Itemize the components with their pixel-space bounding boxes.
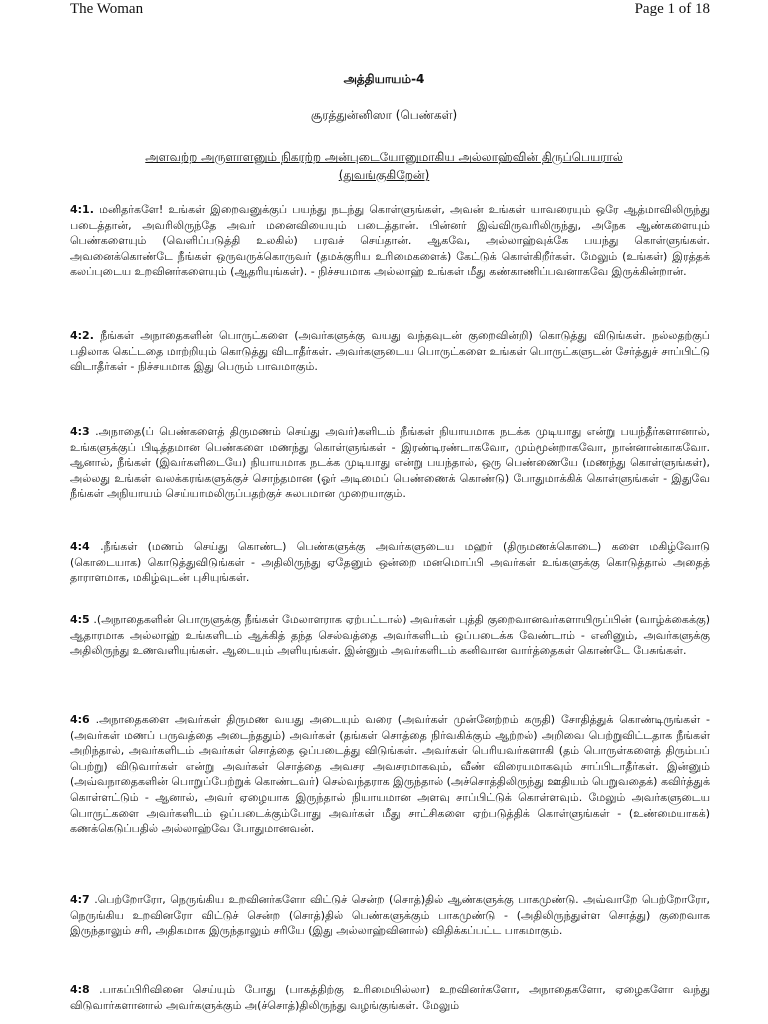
verse-4-1 [70, 202, 710, 280]
page-number: Page 1 of 18 [634, 1, 710, 17]
verse-text: .அநாதை(ப் பெண்களைத் திருமணம் செய்து அவர்)களிடம் நீங்கள் நியாயமாக நடக்க முடியாது என்று பயந்தீர்களானால், உங்களுக்குப் பிடித்தமான பெண்களை மணந்து கொள்ளுங்கள் - இரண்டிரண்டாகவோ, மும்மூன்றாகவோ, நான்னான்காகவோ. ஆனால், நீங்கள் (இவர்களிடையே) நியாயமாக நடக்க முடியாது என்று பயந்தால், ஒரு பெண்ணையே (மணந்து கொள்ளுங்கள்), அல்லது உங்கள் வலக்கரங்களுக்குச் சொந்தமான (ஓர் அடிமைப் பெண்ணைக் கொண்டு) போதுமாக்கிக் கொள்ளுங்கள் - இதுவே நீங்கள் அநியாயம் செய்யாமலிருப்பதற்குச் சுலபமான முறையாகும். [70, 425, 710, 501]
basmala [0, 148, 768, 184]
verse-number: 4:6 [70, 713, 90, 726]
chapter-heading: அத்தியாயம்-4 [343, 72, 425, 86]
verse-4-5 [70, 612, 710, 659]
verse-text: .நீங்கள் (மணம் செய்து கொண்ட) பெண்களுக்கு அவர்களுடைய மஹர் (திருமணக்கொடை) களை மகிழ்வோடு (கொடையாக) கொடுத்துவிடுங்கள் - அதிலிருந்து ஏதேனும் ஒன்றை மனமொப்பி அவர்கள் உங்களுக்கு கொடுத்தால் அதைத் தாராளமாக, மகிழ்வுடன் புசியுங்கள். [70, 540, 711, 585]
verse-4-6 [70, 712, 710, 837]
page-header [0, 0, 768, 22]
verse-4-2 [70, 328, 710, 375]
verse-text: மனிதர்களே! உங்கள் இறைவனுக்குப் பயந்து நடந்து கொள்ளுங்கள், அவன் உங்கள் யாவரையும் ஒரே ஆத்மாவிலிருந்து படைத்தான், அவரிலிருந்தே அவர் மனைவியையும் படைத்தான். பின்னர் இவ்விருவரிலிருந்து, அநேக ஆண்களையும் பெண்களையும் (வெளிப்படுத்தி உலகில்) பரவச் செய்தான். ஆகவே, அல்லாஹ்வுக்கே பயந்து கொள்ளுங்கள். அவனைக்கொண்டே நீங்கள் ஒருவருக்கொருவர் (தமக்குரிய உரிமைகளைக்) கேட்டுக் கொள்கிறீர்கள். மேலும் (உங்கள்) இரத்தக் கலப்புடைய உறவினர்களையும் (ஆதரியுங்கள்). - நிச்சயமாக அல்லாஹ் உங்கள் மீது கண்காணிப்பவனாகவே இருக்கின்றான். [70, 203, 710, 279]
verse-text: .பாகப்பிரிவினை செய்யும் போது (பாகத்திற்கு உரிமையில்லா) உறவினர்களோ, அநாதைகளோ, ஏழைகளோ வந்து விடுவார்களானால் அவர்களுக்கும் அ(ச்சொத்)திலிருந்து வழங்குங்கள். மேலும் [70, 983, 710, 1012]
verse-4-3 [70, 424, 710, 502]
surah-title: சூரத்துன்னிஸா (பெண்கள்) [310, 108, 458, 122]
verse-4-4 [70, 539, 710, 586]
verse-number: 4:3 [70, 425, 90, 438]
verse-number: 4:8 [70, 983, 90, 996]
verse-text: நீங்கள் அநாதைகளின் பொருட்களை (அவர்களுக்கு வயது வந்தவுடன் குறைவின்றி) கொடுத்து விடுங்கள். நல்லதற்குப் பதிலாக கெட்டதை மாற்றியும் கொடுத்து விடாதீர்கள். அவர்களுடைய பொருட்களை உங்கள் பொருட்களுடன் சேர்த்துச் சாப்பிட்டு விடாதீர்கள் - நிச்சயமாக இது பெரும் பாவமாகும். [70, 329, 710, 374]
verse-number: 4:2. [70, 329, 94, 342]
verse-number: 4:5 [70, 613, 90, 626]
verse-text: .அநாதைகளை அவர்கள் திருமண வயது அடையும் வரை (அவர்கள் முன்னேற்றம் கருதி) சோதித்துக் கொண்டிருங்கள் - (அவர்கள் மணப் பருவத்தை அடைந்ததும்) அவர்கள் (தங்கள் சொத்தை நிர்வகிக்கும் ஆற்றல்) அறிவை பெற்றுவிட்டதாக நீங்கள் அறிந்தால், அவர்களிடம் அவர்கள் சொத்தை ஒப்படைத்து விடுங்கள். அவர்கள் பெரியவர்களாகி (தம் பொருள்களைத் திரும்பப் பெற்று) விடுவார்கள் என்று அவர்கள் சொத்தை அவசர அவசரமாகவும், வீண் விரையமாகவும் சாப்பிடாதீர்கள். இன்னும் (அவ்வநாதைகளின் பொறுப்பேற்றுக் கொண்டவர்) செல்வந்தராக இருந்தால் (அச்சொத்திலிருந்து ஊதியம் பெறுவதைக்) கவிர்த்துக் கொள்ளட்டும் - ஆனால், அவர் ஏழையாக இருந்தால் நியாயமான அளவு சாப்பிட்டுக் கொள்ளவும். மேலும் அவர்களுடைய பொருட்களை அவர்களிடம் ஒப்படைக்கும்போது அவர்கள் மீது சாட்சிகளை ஏற்படுத்திக் கொள்ளுங்கள் - (உண்மையாகக்) கணக்கெடுப்பதில் அல்லாஹ்வே போதுமானவன். [70, 713, 711, 836]
verse-number: 4:4 [70, 540, 90, 553]
verse-number: 4:7 [70, 893, 90, 906]
verse-text: .பெற்றோரோ, நெருங்கிய உறவினர்களோ விட்டுச் சென்ற (சொத்)தில் ஆண்களுக்கு பாகமுண்டு. அவ்வாறே பெற்றோரோ, நெருங்கிய உறவினரோ விட்டுச் சென்ற (சொத்)தில் பெண்களுக்கும் பாகமுண்டு - (அதிலிருந்துள்ள சொத்து) குறைவாக இருந்தாலும் சரி, அதிகமாக இருந்தாலும் சரியே (இது அல்லாஹ்வினால்) விதிக்கப்பட்ட பாகமாகும். [70, 893, 710, 938]
verse-text: .(அநாதைகளின் பொருளுக்கு நீங்கள் மேலாளராக ஏற்பட்டால்) அவர்கள் புத்தி குறைவானவர்களாயிருப்பின் (வாழ்க்கைக்கு) ஆதாரமாக அல்லாஹ் உங்களிடம் ஆக்கித் தந்த செல்வத்தை அவர்களிடம் ஒப்படைக்க வேண்டாம் - எனினும், அவர்களுக்கு அதிலிருந்து உணவளியுங்கள். ஆடையும் அளியுங்கள். இன்னும் அவர்களிடம் கனிவான வார்த்தைகள் கொண்டே பேசுங்கள். [70, 613, 710, 658]
verse-number: 4:1. [70, 203, 94, 216]
verse-4-7 [70, 892, 710, 939]
basmala-line-2: (துவங்குகிறேன்) [338, 168, 430, 182]
document-title: The Woman [70, 1, 144, 17]
basmala-line-1: அளவற்ற அருளாளனும் நிகரற்ற அன்புடையோனுமாகிய அல்லாஹ்வின் திருப்பெயரால் [145, 150, 623, 164]
verse-4-8 [70, 982, 710, 1013]
